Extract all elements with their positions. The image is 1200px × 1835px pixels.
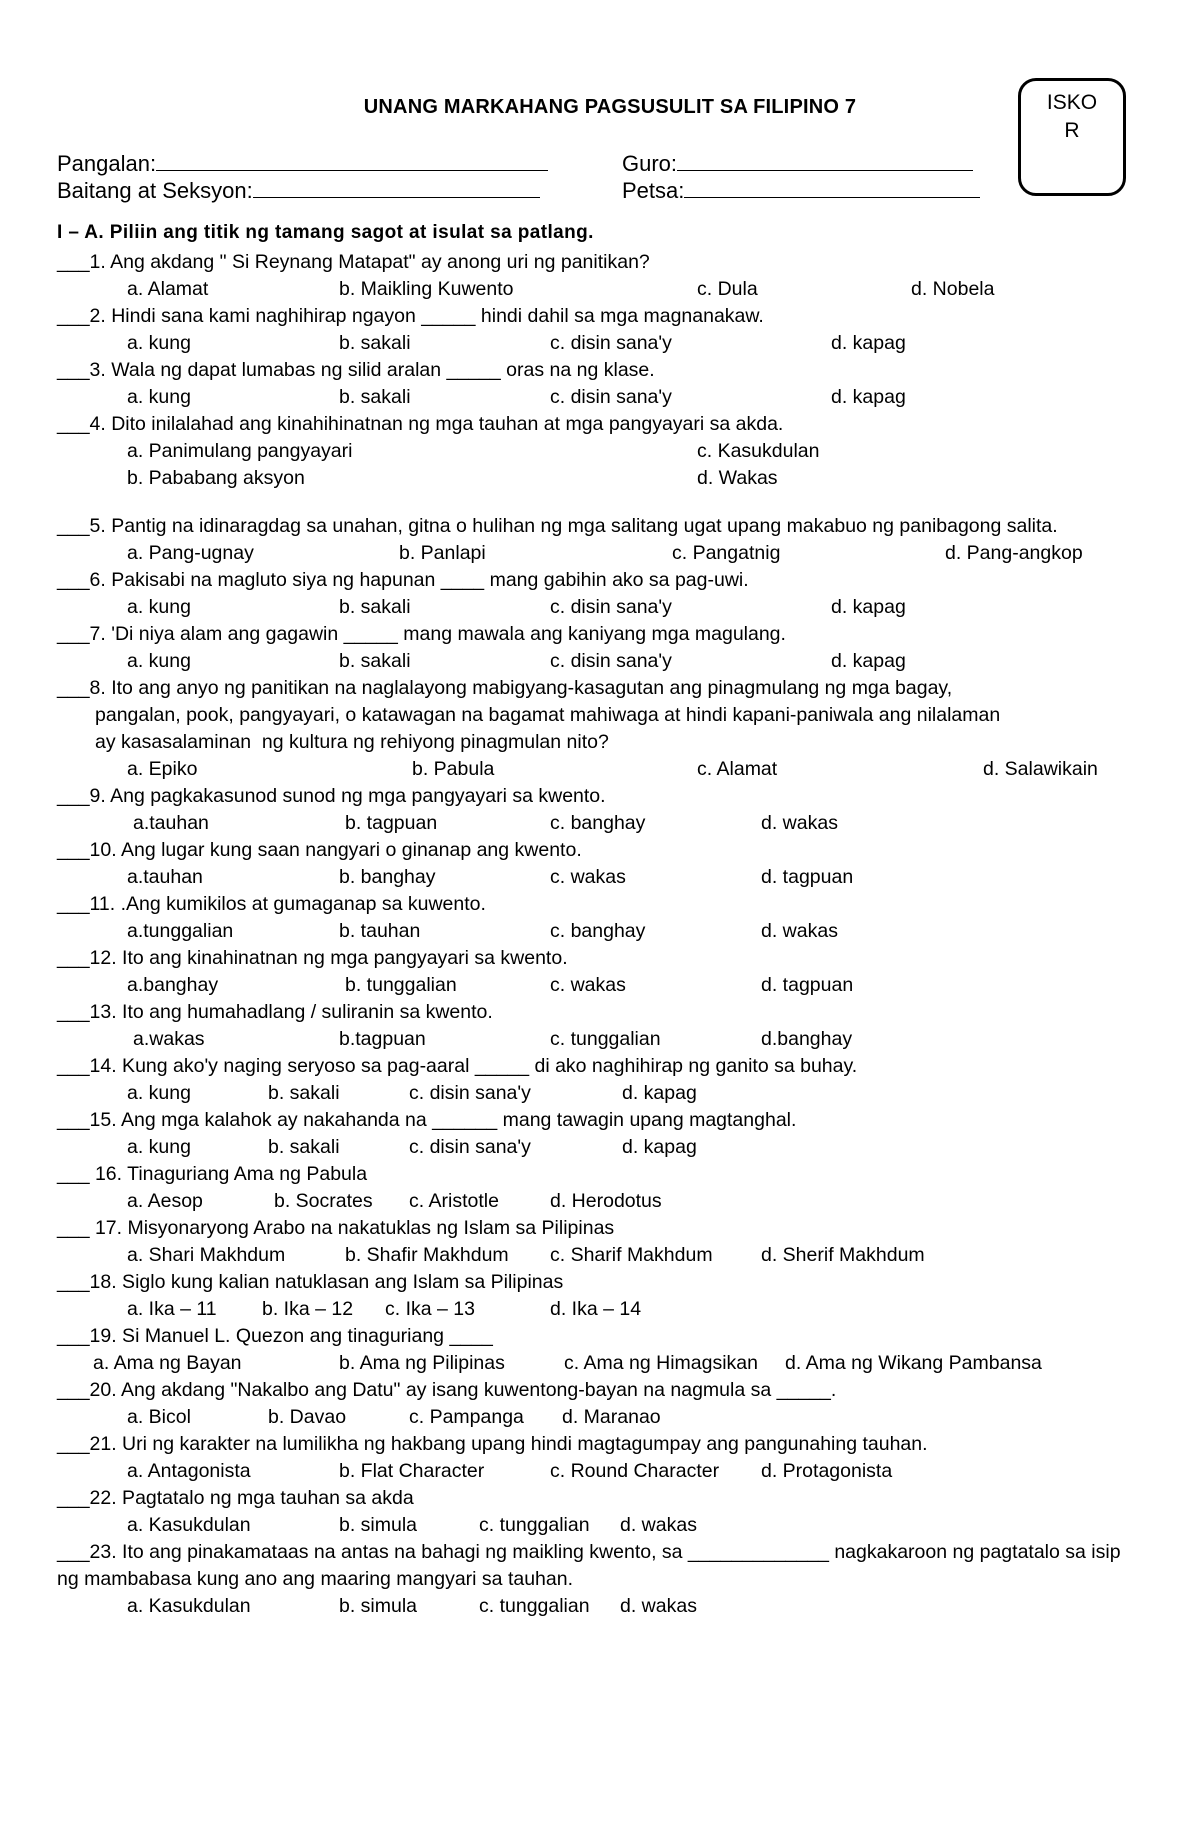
answer-option: d. wakas xyxy=(620,1514,697,1536)
answer-option: d. kapag xyxy=(831,332,906,354)
option-row xyxy=(57,330,1147,357)
question-text: ___20. Ang akdang "Nakalbo ang Datu" ay isang kuwentong-bayan na nagmula sa _____. xyxy=(57,1379,837,1401)
option-row xyxy=(57,1593,1147,1620)
question-item xyxy=(57,357,1147,411)
option-row xyxy=(57,648,1147,675)
answer-option: c. Alamat xyxy=(697,758,778,780)
grade-section-blank-line[interactable] xyxy=(253,177,540,198)
answer-option: a. Kasukdulan xyxy=(127,1514,251,1536)
answer-option: a. Ika – 11 xyxy=(127,1298,217,1320)
option-row xyxy=(57,594,1147,621)
score-box-label-line2: R xyxy=(1064,119,1080,142)
option-row xyxy=(57,756,1147,783)
answer-option: a. kung xyxy=(127,332,191,354)
question-item xyxy=(57,1269,1147,1323)
option-row xyxy=(57,1404,1147,1431)
section-heading: I – A. Piliin ang titik ng tamang sagot at isulat sa patlang. xyxy=(57,222,594,243)
date-label: Petsa: xyxy=(622,178,685,203)
answer-option: c. Ika – 13 xyxy=(385,1298,475,1320)
answer-option: d. Ama ng Wikang Pambansa xyxy=(785,1352,1042,1374)
option-row xyxy=(57,972,1147,999)
option-row xyxy=(57,918,1147,945)
answer-option: d. kapag xyxy=(831,650,906,672)
grade-section-label: Baitang at Seksyon: xyxy=(57,178,253,203)
teacher-field[interactable] xyxy=(622,150,973,177)
answer-option: a. Shari Makhdum xyxy=(127,1244,286,1266)
question-text: ___4. Dito inilalahad ang kinahihinatnan ng mga tauhan at mga pangyayari sa akda. xyxy=(57,413,784,435)
answer-option: c. Ama ng Himagsikan xyxy=(564,1352,759,1374)
answer-option: a. Bicol xyxy=(127,1406,191,1428)
question-text: ___6. Pakisabi na magluto siya ng hapunan ____ mang gabihin ako sa pag-uwi. xyxy=(57,569,749,591)
question-text: ___3. Wala ng dapat lumabas ng silid aralan _____ oras na ng klase. xyxy=(57,359,655,381)
question-text-continuation: ay kasasalaminan ng kultura ng rehiyong pinagmulan nito? xyxy=(95,731,609,753)
option-row xyxy=(57,1188,1147,1215)
answer-option: b. tagpuan xyxy=(345,812,438,834)
question-item xyxy=(57,567,1147,621)
answer-option: d. Salawikain xyxy=(983,758,1098,780)
answer-option: d. Herodotus xyxy=(550,1190,662,1212)
answer-option: d. Wakas xyxy=(697,467,778,489)
question-item xyxy=(57,1107,1147,1161)
question-text: ___ 16. Tinaguriang Ama ng Pabula xyxy=(57,1163,368,1185)
answer-option: b. Maikling Kuwento xyxy=(339,278,514,300)
option-row xyxy=(57,465,1147,492)
answer-option: c. disin sana'y xyxy=(409,1136,531,1158)
answer-option: a. Ama ng Bayan xyxy=(93,1352,242,1374)
answer-option: b. simula xyxy=(339,1514,418,1536)
option-row xyxy=(57,438,1147,465)
option-row xyxy=(57,810,1147,837)
answer-option: a.wakas xyxy=(133,1028,205,1050)
option-row xyxy=(57,1350,1147,1377)
answer-option: a.tunggalian xyxy=(127,920,234,942)
question-text: ___11. .Ang kumikilos at gumaganap sa kuwento. xyxy=(57,893,486,915)
answer-option: c. wakas xyxy=(550,974,626,996)
answer-option: c. disin sana'y xyxy=(409,1082,531,1104)
question-list xyxy=(57,249,1147,1620)
answer-option: a. Epiko xyxy=(127,758,198,780)
answer-option: b. Pabula xyxy=(412,758,495,780)
answer-option: d. kapag xyxy=(622,1136,697,1158)
date-field[interactable] xyxy=(622,177,980,204)
question-item xyxy=(57,303,1147,357)
answer-option: a. Aesop xyxy=(127,1190,203,1212)
teacher-label: Guro: xyxy=(622,151,678,176)
answer-option: d. Nobela xyxy=(911,278,995,300)
option-row xyxy=(57,1080,1147,1107)
answer-option: b.tagpuan xyxy=(339,1028,426,1050)
answer-option: c. Aristotle xyxy=(409,1190,499,1212)
score-box-label-line1: ISKO xyxy=(1046,91,1098,114)
answer-option: a. Panimulang pangyayari xyxy=(127,440,353,462)
answer-option: c. Sharif Makhdum xyxy=(550,1244,713,1266)
question-item xyxy=(57,1161,1147,1215)
question-text: ___21. Uri ng karakter na lumilikha ng hakbang upang hindi magtagumpay ang pangunahing tauhan. xyxy=(57,1433,928,1455)
name-field[interactable] xyxy=(57,150,548,177)
question-item xyxy=(57,675,1147,783)
answer-option: b. simula xyxy=(339,1595,418,1617)
answer-option: a.tauhan xyxy=(133,812,209,834)
question-item xyxy=(57,1539,1147,1620)
score-box xyxy=(1018,78,1126,196)
question-text-continuation: pangalan, pook, pangyayari, o katawagan na bagamat mahiwaga at hindi kapani-paniwala ang nilalaman xyxy=(95,704,1001,726)
answer-option: b. Ama ng Pilipinas xyxy=(339,1352,505,1374)
answer-option: d. tagpuan xyxy=(761,866,854,888)
question-item xyxy=(57,1431,1147,1485)
answer-option: b. Davao xyxy=(268,1406,347,1428)
answer-option: a.tauhan xyxy=(127,866,203,888)
answer-option: d. Ika – 14 xyxy=(550,1298,642,1320)
question-text: ___12. Ito ang kinahinatnan ng mga pangyayari sa kwento. xyxy=(57,947,568,969)
question-item xyxy=(57,411,1147,492)
answer-option: a. kung xyxy=(127,596,191,618)
answer-option: c. tunggalian xyxy=(479,1595,590,1617)
question-item xyxy=(57,621,1147,675)
answer-option: d. Protagonista xyxy=(761,1460,893,1482)
option-row xyxy=(57,276,1147,303)
date-blank-line[interactable] xyxy=(684,177,980,198)
answer-option: c. disin sana'y xyxy=(550,650,672,672)
answer-option: b. sakali xyxy=(268,1082,340,1104)
option-row xyxy=(57,384,1147,411)
answer-option: d. kapag xyxy=(831,596,906,618)
answer-option: c. banghay xyxy=(550,812,646,834)
question-item xyxy=(57,513,1147,567)
question-text: ___18. Siglo kung kalian natuklasan ang Islam sa Pilipinas xyxy=(57,1271,564,1293)
question-text: ___22. Pagtatalo ng mga tauhan sa akda xyxy=(57,1487,414,1509)
answer-option: d.banghay xyxy=(761,1028,853,1050)
answer-option: b. sakali xyxy=(339,332,411,354)
question-item xyxy=(57,891,1147,945)
answer-option: c. disin sana'y xyxy=(550,332,672,354)
answer-option: c. wakas xyxy=(550,866,626,888)
answer-option: b. Shafir Makhdum xyxy=(345,1244,509,1266)
question-item xyxy=(57,945,1147,999)
question-text: ___8. Ito ang anyo ng panitikan na naglalayong mabigyang-kasagutan ang pinagmulang ng mga bagay, xyxy=(57,677,953,699)
answer-option: d. Maranao xyxy=(562,1406,661,1428)
question-text: ___7. 'Di niya alam ang gagawin _____ mang mawala ang kaniyang mga magulang. xyxy=(57,623,786,645)
answer-option: b. Panlapi xyxy=(399,542,486,564)
option-row xyxy=(57,1458,1147,1485)
answer-option: a. Kasukdulan xyxy=(127,1595,251,1617)
question-text: ___19. Si Manuel L. Quezon ang tinaguriang ____ xyxy=(57,1325,493,1347)
option-row xyxy=(57,1512,1147,1539)
option-row xyxy=(57,540,1147,567)
answer-option: d. wakas xyxy=(761,920,838,942)
question-item xyxy=(57,1377,1147,1431)
question-item xyxy=(57,1323,1147,1377)
question-text: ___5. Pantig na idinaragdag sa unahan, gitna o hulihan ng mga salitang ugat upang makabuo ng panibagong salita. xyxy=(57,515,1058,537)
answer-option: c. Kasukdulan xyxy=(697,440,820,462)
answer-option: b. Pababang aksyon xyxy=(127,467,305,489)
answer-option: b. sakali xyxy=(339,650,411,672)
answer-option: c. banghay xyxy=(550,920,646,942)
question-item xyxy=(57,249,1147,303)
answer-option: d. Pang-angkop xyxy=(945,542,1083,564)
answer-option: c. Dula xyxy=(697,278,758,300)
question-item xyxy=(57,1053,1147,1107)
exam-title: UNANG MARKAHANG PAGSUSULIT SA FILIPINO 7 xyxy=(363,96,857,118)
name-label: Pangalan: xyxy=(57,151,157,176)
answer-option: a. kung xyxy=(127,1136,191,1158)
question-text: ___1. Ang akdang " Si Reynang Matapat" ay anong uri ng panitikan? xyxy=(57,251,650,273)
answer-option: a. kung xyxy=(127,386,191,408)
answer-option: d. wakas xyxy=(761,812,838,834)
answer-option: b. Socrates xyxy=(274,1190,373,1212)
question-text: ___ 17. Misyonaryong Arabo na nakatuklas ng Islam sa Pilipinas xyxy=(57,1217,615,1239)
option-row xyxy=(57,864,1147,891)
answer-option: a. Pang-ugnay xyxy=(127,542,254,564)
answer-option: b. Flat Character xyxy=(339,1460,485,1482)
answer-option: a. Alamat xyxy=(127,278,209,300)
option-row xyxy=(57,1134,1147,1161)
answer-option: b. sakali xyxy=(339,596,411,618)
answer-option: d. tagpuan xyxy=(761,974,854,996)
answer-option: a. kung xyxy=(127,650,191,672)
answer-option: c. disin sana'y xyxy=(550,596,672,618)
question-item xyxy=(57,1215,1147,1269)
teacher-blank-line[interactable] xyxy=(677,150,973,171)
answer-option: a. Antagonista xyxy=(127,1460,251,1482)
answer-option: c. disin sana'y xyxy=(550,386,672,408)
question-text: ___10. Ang lugar kung saan nangyari o ginanap ang kwento. xyxy=(57,839,582,861)
question-text: ___9. Ang pagkakasunod sunod ng mga pangyayari sa kwento. xyxy=(57,785,606,807)
option-row xyxy=(57,1242,1147,1269)
answer-option: c. tunggalian xyxy=(550,1028,661,1050)
answer-option: b. sakali xyxy=(268,1136,340,1158)
question-text: ___13. Ito ang humahadlang / suliranin sa kwento. xyxy=(57,1001,493,1023)
answer-option: c. tunggalian xyxy=(479,1514,590,1536)
question-text: ___23. Ito ang pinakamataas na antas na bahagi ng maikling kwento, sa _____________ nagkakaroon ng pagtatalo sa isip ng mambabasa kung ano ang maaring mangyari sa tauhan. xyxy=(57,1541,1121,1590)
question-item xyxy=(57,999,1147,1053)
answer-option: b. sakali xyxy=(339,386,411,408)
answer-option: b. banghay xyxy=(339,866,436,888)
answer-option: b. tauhan xyxy=(339,920,421,942)
answer-option: b. Ika – 12 xyxy=(262,1298,354,1320)
answer-option: a. kung xyxy=(127,1082,191,1104)
answer-option: c. Pangatnig xyxy=(672,542,781,564)
question-item xyxy=(57,783,1147,837)
question-text: ___15. Ang mga kalahok ay nakahanda na ______ mang tawagin upang magtanghal. xyxy=(57,1109,797,1131)
answer-option: d. kapag xyxy=(622,1082,697,1104)
name-blank-line[interactable] xyxy=(156,150,548,171)
option-row xyxy=(57,1026,1147,1053)
answer-option: d. Sherif Makhdum xyxy=(761,1244,925,1266)
question-item xyxy=(57,1485,1147,1539)
question-text: ___14. Kung ako'y naging seryoso sa pag-aaral _____ di ako naghihirap ng ganito sa buhay. xyxy=(57,1055,858,1077)
answer-option: c. Round Character xyxy=(550,1460,720,1482)
answer-option: a.banghay xyxy=(127,974,219,996)
answer-option: d. kapag xyxy=(831,386,906,408)
question-item xyxy=(57,837,1147,891)
grade-section-field[interactable] xyxy=(57,177,540,204)
question-text: ___2. Hindi sana kami naghihirap ngayon _____ hindi dahil sa mga magnanakaw. xyxy=(57,305,764,327)
question-gap xyxy=(57,492,1147,513)
option-row xyxy=(57,1296,1147,1323)
answer-option: b. tunggalian xyxy=(345,974,457,996)
answer-option: c. Pampanga xyxy=(409,1406,524,1428)
answer-option: d. wakas xyxy=(620,1595,697,1617)
